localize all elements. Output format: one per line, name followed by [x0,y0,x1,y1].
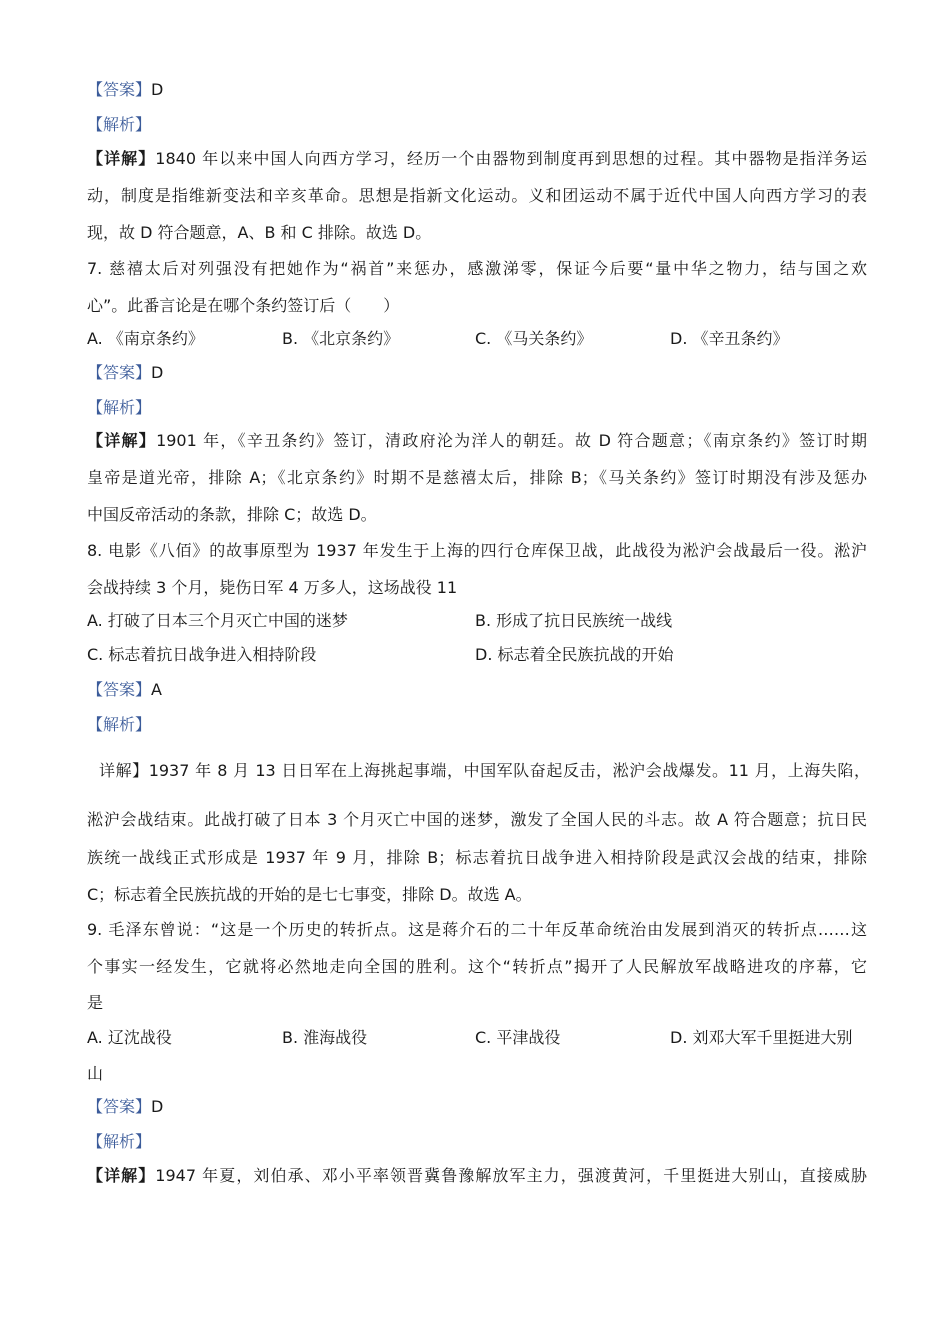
q7-option-a: A. 《南京条约》 [87,329,204,348]
q7-analysis-tag: 【解析】 [87,398,152,417]
q6-detail-line-2: 动，制度是指维新变法和辛亥革命。思想是指新文化运动。义和团运动不属于近代中国人向西方学习的表 [87,186,867,205]
q7-option-c: C. 《马关条约》 [475,329,593,348]
q7-answer-line [87,362,163,384]
answer-tag: 【答案】 [87,680,152,699]
q8-detail-line-2: 淞沪会战结束。此战打破了日本 3 个月灭亡中国的迷梦，激发了全国人民的斗志。故 A 符合题意；抗日民 [87,810,867,829]
q7-stem-line-1: 7. 慈禧太后对列强没有把她作为“祸首”来惩办，感激涕零，保证今后要“量中华之物力，结与国之欢 [87,259,867,278]
q9-answer-line [87,1096,163,1118]
q9-option-b: B. 淮海战役 [282,1028,368,1047]
answer-value: A [151,680,162,699]
q8-detail-line-4: C；标志着全民族抗战的开始的是七七事变，排除 D。故选 A。 [87,885,532,904]
q9-stem-line-1: 9. 毛泽东曾说：“这是一个历史的转折点。这是蒋介石的二十年反革命统治由发展到消灭的转折点……这 [87,920,867,939]
q9-stem-line-3: 是 [87,993,104,1012]
q7-detail-line-2: 皇帝是道光帝，排除 A；《北京条约》时期不是慈禧太后，排除 B；《马关条约》签订时期没有涉及惩办 [87,468,867,487]
q6-detail-line-1: 【详解】1840 年以来中国人向西方学习，经历一个由器物到制度再到思想的过程。其中器物是指洋务运 [87,149,867,168]
q9-option-d: D. 刘邓大军千里挺进大别 [670,1028,853,1047]
q9-option-a: A. 辽沈战役 [87,1028,172,1047]
q9-stem-line-2: 个事实一经发生，它就将必然地走向全国的胜利。这个“转折点”揭开了人民解放军战略进攻的序幕，它 [87,957,867,976]
q6-detail-line-3: 现，故 D 符合题意，A、B 和 C 排除。故选 D。 [87,223,432,242]
q8-detail-line-1: 详解】1937 年 8 月 13 日日军在上海挑起事端，中国军队奋起反击，淞沪会战爆发。11 月，上海失陷， [99,761,870,780]
q8-answer-line [87,679,162,701]
q9-analysis-tag: 【解析】 [87,1132,152,1151]
answer-value: D [151,80,164,99]
q7-detail-line-1: 【详解】1901 年，《辛丑条约》签订，清政府沦为洋人的朝廷。故 D 符合题意；《南京条约》签订时期 [87,431,867,450]
q8-option-a: A. 打破了日本三个月灭亡中国的迷梦 [87,611,348,630]
detail-tag: 【详解】 [87,149,156,168]
answer-value: D [151,1097,164,1116]
q8-stem-line-1: 8. 电影《八佰》的故事原型为 1937 年发生于上海的四行仓库保卫战，此战役为淞沪会战最后一役。淞沪 [87,541,867,560]
q8-detail-line-3: 族统一战线正式形成是 1937 年 9 月，排除 B；标志着抗日战争进入相持阶段是武汉会战的结束，排除 [87,848,867,867]
q6-analysis-tag: 【解析】 [87,115,152,134]
detail-tag: 【详解】 [87,431,157,450]
q7-stem-line-2: 心”。此番言论是在哪个条约签订后（ ） [87,296,400,315]
answer-tag: 【答案】 [87,1097,152,1116]
q9-option-d-continued: 山 [87,1064,104,1083]
q7-option-d: D. 《辛丑条约》 [670,329,789,348]
q8-analysis-tag: 【解析】 [87,715,152,734]
detail-tag: 【详解】 [87,1166,156,1185]
answer-value: D [151,363,164,382]
q7-detail-line-3: 中国反帝活动的条款，排除 C；故选 D。 [87,505,377,524]
q9-option-c: C. 平津战役 [475,1028,561,1047]
q8-option-d: D. 标志着全民族抗战的开始 [475,645,674,664]
q8-option-b: B. 形成了抗日民族统一战线 [475,611,673,630]
answer-tag: 【答案】 [87,80,152,99]
q8-stem-line-2: 会战持续 3 个月，毙伤日军 4 万多人，这场战役 11 [87,578,458,597]
q7-option-b: B. 《北京条约》 [282,329,400,348]
q9-detail-line-1: 【详解】1947 年夏，刘伯承、邓小平率领晋冀鲁豫解放军主力，强渡黄河，千里挺进大别山，直接威胁 [87,1166,867,1185]
q8-option-c: C. 标志着抗日战争进入相持阶段 [87,645,317,664]
answer-tag: 【答案】 [87,363,152,382]
q6-answer-line [87,79,163,101]
